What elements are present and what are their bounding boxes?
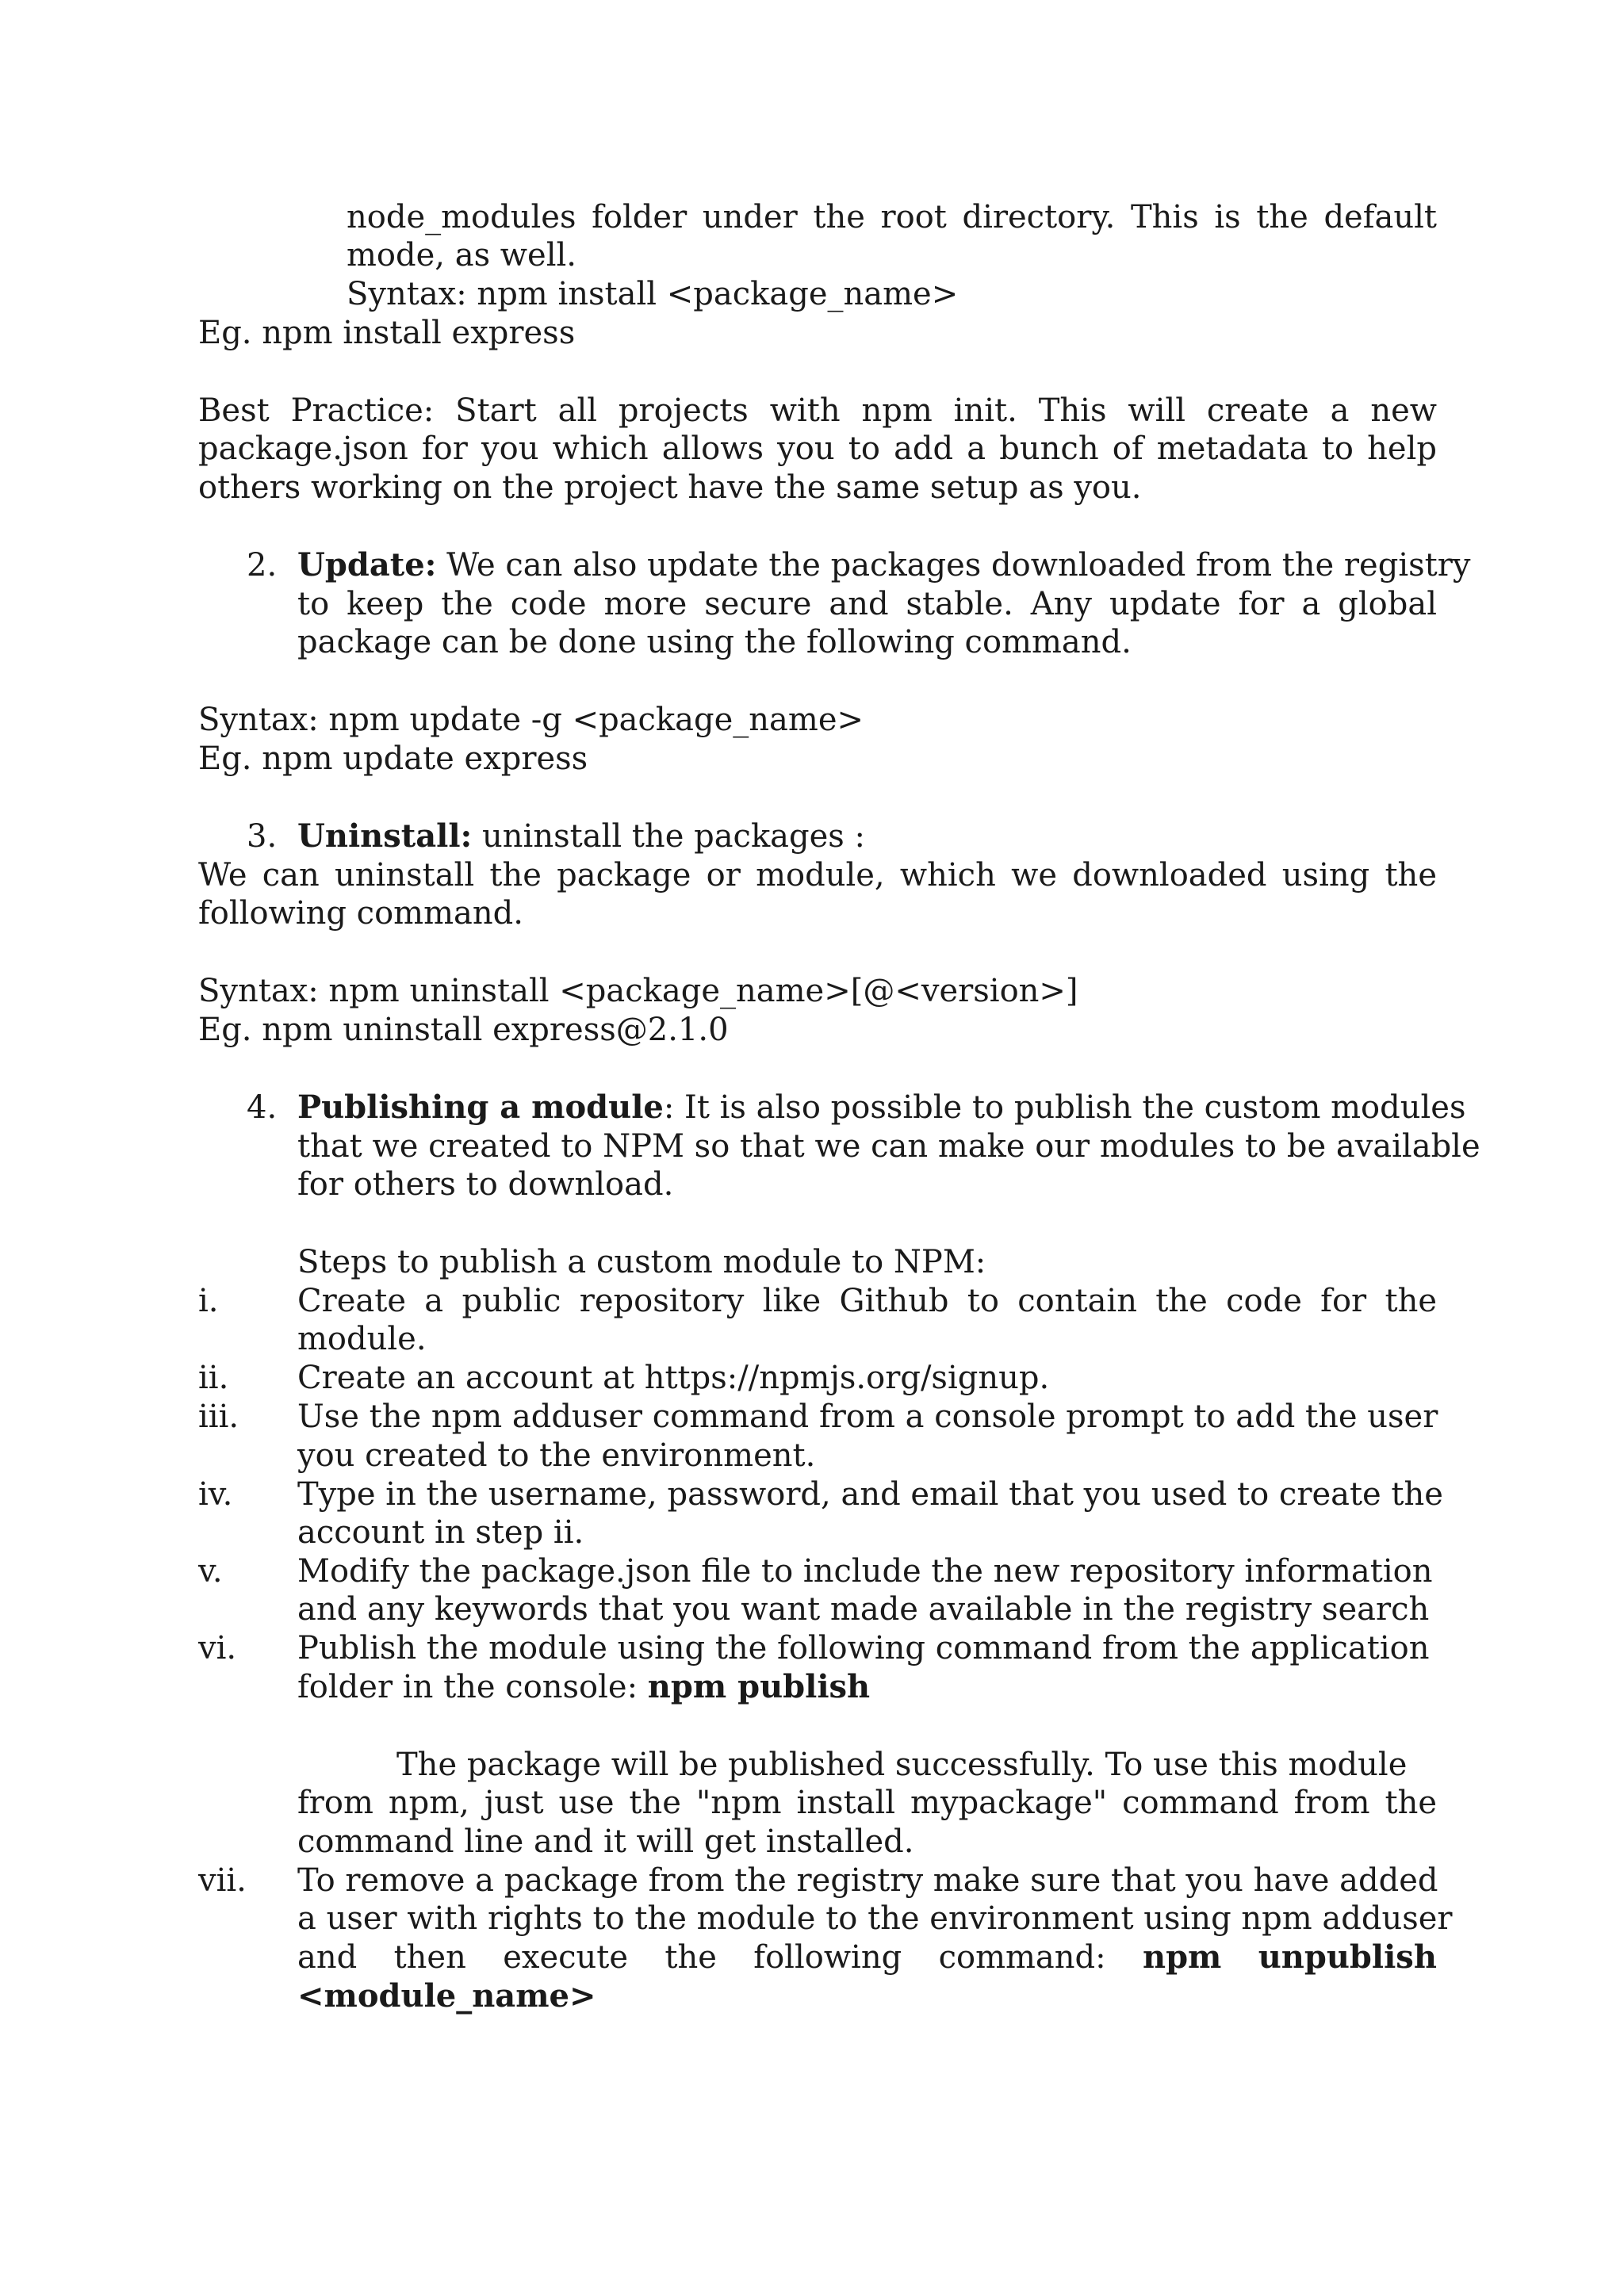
step-vi-line-1: Publish the module using the following command from the application	[297, 1630, 1430, 1667]
step-ii-line-1: Create an account at https://npmjs.org/signup.	[297, 1360, 1050, 1396]
word: following	[753, 1939, 902, 1976]
publishing-line-2: that we created to NPM so that we can make our modules to be available	[297, 1128, 1480, 1165]
best-practice-line-1	[198, 392, 1437, 430]
install-desc-line-1	[347, 198, 1437, 236]
step-vi-line-2	[297, 1668, 870, 1706]
uninstall-heading: Uninstall:	[297, 817, 473, 855]
npm-publish-command: npm publish	[647, 1668, 871, 1705]
module-name-arg: <module_name>	[297, 1977, 596, 2015]
publishing-line-1	[297, 1089, 1465, 1127]
word: command:	[938, 1939, 1106, 1976]
publish-note-line-2	[297, 1784, 1437, 1822]
publishing-heading: Publishing a module	[297, 1089, 664, 1126]
install-desc-text-1: node_modules folder under the root directory. This is the default	[347, 199, 1437, 235]
step-i-text-1: Create a public repository like Github to contain the code for the	[297, 1283, 1437, 1319]
step-vii-line-4	[297, 1977, 596, 2015]
update-heading: Update:	[297, 546, 437, 584]
word: the	[665, 1939, 717, 1976]
step-vii-line-2: a user with rights to the module to the environment using npm adduser	[297, 1900, 1453, 1937]
word: and	[297, 1939, 358, 1976]
uninstall-heading-rest: uninstall the packages :	[482, 818, 866, 855]
step-v-line-1: Modify the package.json file to include the new repository information	[297, 1553, 1433, 1590]
best-practice-line-2	[198, 430, 1437, 468]
step-numeral: iii.	[198, 1399, 239, 1435]
step-numeral: iv.	[198, 1476, 233, 1513]
uninstall-syntax: Syntax: npm uninstall <package_name>[@<version>]	[198, 973, 1078, 1009]
install-desc-line-2: mode, as well.	[347, 237, 577, 274]
step-iv-line-2: account in step ii.	[297, 1514, 584, 1551]
update-line-2	[297, 585, 1437, 623]
publishing-text-1: : It is also possible to publish the custom modules	[663, 1089, 1466, 1126]
publish-note-line-1: The package will be published successfully. To use this module	[396, 1747, 1408, 1783]
word: then	[393, 1939, 466, 1976]
step-v-line-2: and any keywords that you want made available in the registry search	[297, 1591, 1430, 1628]
uninstall-number: 3.	[247, 818, 278, 855]
word: execute	[503, 1939, 629, 1976]
npm-unpublish-word: unpublish	[1258, 1938, 1437, 1976]
best-practice-text-1: Best Practice: Start all projects with npm init. This will create a new	[198, 392, 1437, 429]
publish-note-text-2: from npm, just use the "npm install mypackage" command from the	[297, 1785, 1437, 1821]
update-line-3: package can be done using the following command.	[297, 624, 1132, 660]
uninstall-heading-line	[297, 817, 865, 855]
uninstall-line-2: following command.	[198, 895, 523, 932]
best-practice-line-3: others working on the project have the same setup as you.	[198, 469, 1142, 506]
update-line-1	[297, 546, 1471, 584]
step-numeral: vi.	[198, 1630, 237, 1667]
update-example: Eg. npm update express	[198, 740, 588, 777]
uninstall-example: Eg. npm uninstall express@2.1.0	[198, 1012, 729, 1048]
publish-note-line-3: command line and it will get installed.	[297, 1823, 914, 1860]
step-numeral: v.	[198, 1553, 223, 1590]
install-syntax: Syntax: npm install <package_name>	[347, 276, 959, 312]
uninstall-line-1	[198, 856, 1437, 894]
step-i-line-2: module.	[297, 1321, 427, 1357]
step-numeral: vii.	[198, 1862, 247, 1899]
step-vi-text-2: folder in the console:	[297, 1669, 648, 1705]
best-practice-text-2: package.json for you which allows you to add a bunch of metadata to help	[198, 430, 1437, 467]
update-number: 2.	[247, 547, 278, 584]
npm-unpublish-word: npm	[1142, 1938, 1222, 1976]
publishing-number: 4.	[247, 1089, 278, 1126]
step-numeral: i.	[198, 1283, 219, 1319]
step-vii-line-1: To remove a package from the registry make sure that you have added	[297, 1862, 1438, 1899]
publishing-line-3: for others to download.	[297, 1166, 674, 1203]
uninstall-text-1: We can uninstall the package or module, which we downloaded using the	[198, 857, 1437, 894]
update-text-1: We can also update the packages downloaded from the registry	[446, 547, 1471, 584]
step-i-line-1	[297, 1282, 1437, 1320]
install-example: Eg. npm install express	[198, 315, 576, 351]
update-syntax: Syntax: npm update -g <package_name>	[198, 702, 864, 738]
step-iii-line-2: you created to the environment.	[297, 1437, 816, 1474]
update-text-2: to keep the code more secure and stable. Any update for a global	[297, 586, 1437, 622]
step-iv-line-1: Type in the username, password, and email that you used to create the	[297, 1476, 1443, 1513]
steps-intro: Steps to publish a custom module to NPM:	[297, 1244, 986, 1280]
step-numeral: ii.	[198, 1360, 229, 1396]
step-iii-line-1: Use the npm adduser command from a console prompt to add the user	[297, 1399, 1438, 1435]
step-vii-line-3	[297, 1938, 1437, 1976]
